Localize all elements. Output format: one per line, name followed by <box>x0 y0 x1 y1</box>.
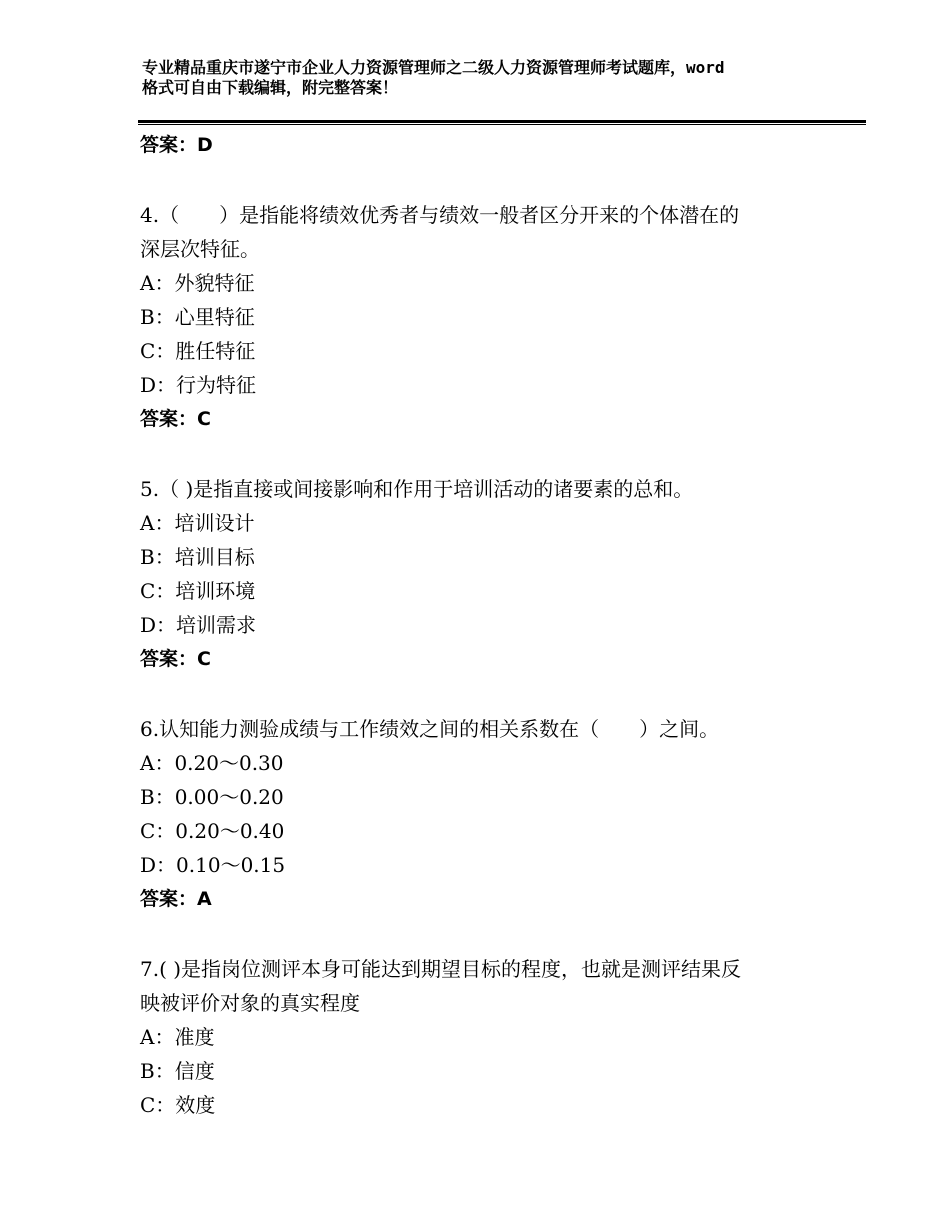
question-text: 7.( )是指岗位测评本身可能达到期望目标的程度，也就是测评结果反 <box>140 957 742 981</box>
option-c: C：效度 <box>140 1093 216 1117</box>
question-5 <box>140 472 840 676</box>
spacer <box>140 676 840 712</box>
question-text-cont: 深层次特征。 <box>140 237 260 261</box>
header-line-1: 专业精品重庆市遂宁市企业人力资源管理师之二级人力资源管理师考试题库，word <box>142 58 725 77</box>
header-line-2: 格式可自由下载编辑，附完整答案！ <box>142 78 399 97</box>
option-b: B：培训目标 <box>140 545 255 569</box>
option-a: A：准度 <box>140 1025 215 1049</box>
option-b: B：信度 <box>140 1059 215 1083</box>
header-divider <box>138 120 866 125</box>
question-7 <box>140 952 840 1122</box>
question-6 <box>140 712 840 916</box>
option-c: C：0.20～0.40 <box>140 819 285 843</box>
answer: 答案：C <box>140 648 211 670</box>
spacer <box>140 916 840 952</box>
document-header <box>142 58 842 98</box>
option-d: D：行为特征 <box>140 373 257 397</box>
option-a: A：培训设计 <box>140 511 255 535</box>
answer: 答案：C <box>140 408 211 430</box>
option-c: C：培训环境 <box>140 579 256 603</box>
question-text: 5.（ )是指直接或间接影响和作用于培训活动的诸要素的总和。 <box>140 477 694 501</box>
previous-answer: 答案：D <box>140 134 213 156</box>
question-4 <box>140 198 840 436</box>
question-text-cont: 映被评价对象的真实程度 <box>140 991 360 1015</box>
question-text: 6.认知能力测验成绩与工作绩效之间的相关系数在（ ）之间。 <box>140 717 720 741</box>
answer: 答案：A <box>140 888 212 910</box>
option-b: B：0.00～0.20 <box>140 785 284 809</box>
option-d: D：0.10～0.15 <box>140 853 286 877</box>
option-a: A：0.20～0.30 <box>140 751 284 775</box>
spacer <box>140 436 840 472</box>
option-c: C：胜任特征 <box>140 339 256 363</box>
question-text: 4.（ ）是指能将绩效优秀者与绩效一般者区分开来的个体潜在的 <box>140 203 740 227</box>
spacer <box>140 162 840 198</box>
option-d: D：培训需求 <box>140 613 257 637</box>
option-a: A：外貌特征 <box>140 271 255 295</box>
question-list <box>140 128 840 1122</box>
option-b: B：心里特征 <box>140 305 255 329</box>
